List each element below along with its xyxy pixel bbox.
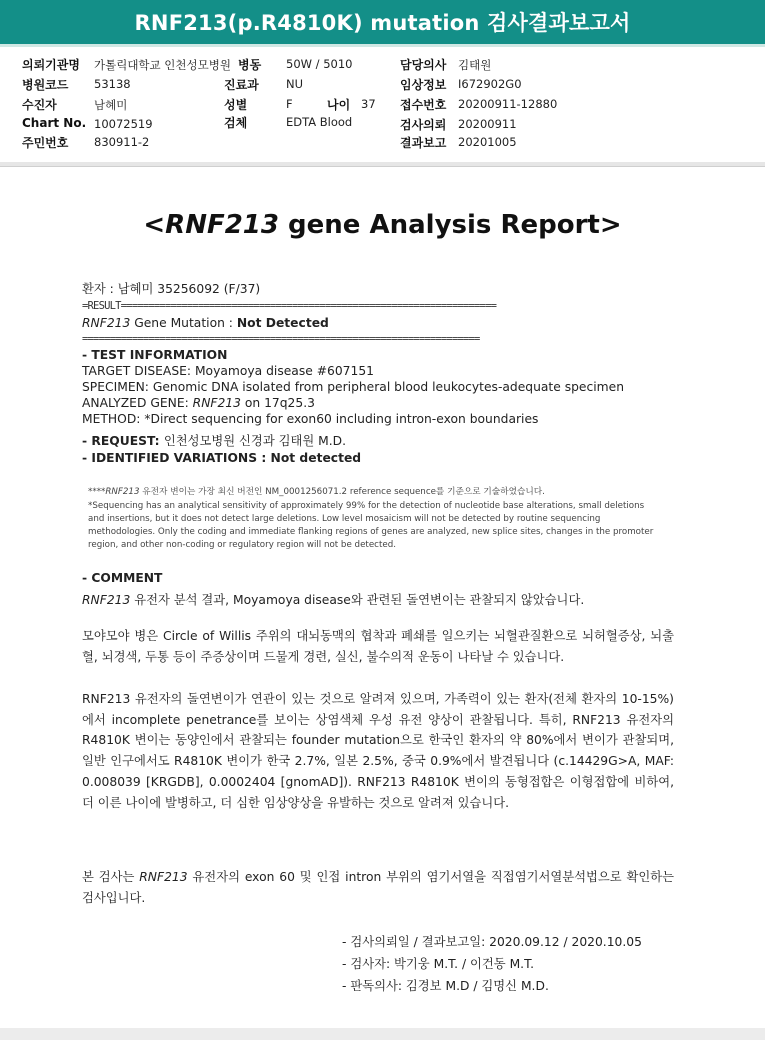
specimen-value: EDTA Blood bbox=[286, 115, 353, 129]
comment-header: - COMMENT bbox=[82, 571, 163, 585]
reference-note: ****RNF213 유전자 변이는 가장 최신 버전인 NM_0001256071.2 reference sequence를 기준으로 기술하였습니다. bbox=[88, 487, 545, 497]
specimen-label: 검체 bbox=[224, 116, 248, 130]
hospcode-label: 병원코드 bbox=[22, 78, 69, 92]
request-info: - REQUEST: 인천성모병원 신경과 김태원 M.D. bbox=[82, 434, 347, 448]
rrn-value: 830911-2 bbox=[94, 135, 150, 149]
age-label: 나이 bbox=[327, 98, 351, 112]
patient-info-panel bbox=[0, 52, 765, 162]
patient-value: 남혜미 bbox=[94, 98, 128, 112]
org-label: 의뢰기관명 bbox=[22, 58, 80, 72]
analyzed-gene: ANALYZED GENE: RNF213 on 17q25.3 bbox=[82, 396, 315, 410]
specimen-info: SPECIMEN: Genomic DNA isolated from peripheral blood leukocytes-adequate specimen bbox=[82, 380, 625, 394]
report-date-label: 결과보고 bbox=[400, 136, 447, 150]
result-separator: =RESULT==================================================================== bbox=[82, 300, 497, 312]
doctor-label: 담당의사 bbox=[400, 58, 447, 72]
sex-label: 성별 bbox=[224, 98, 248, 112]
comment-paragraph-3: 본 검사는 RNF213 유전자의 exon 60 및 인접 intron 부위의 염기서열을 직접염기서열분석법으로 확인하는 검사입니다. bbox=[82, 870, 674, 905]
chart-value: 10072519 bbox=[94, 117, 153, 131]
bottom-bar bbox=[0, 1028, 765, 1040]
accession-value: 20200911-12880 bbox=[458, 97, 558, 111]
header-bar bbox=[0, 0, 765, 47]
signature-technicians: - 검사자: 박기웅 M.T. / 이건동 M.T. bbox=[342, 957, 535, 971]
test-info-header: - TEST INFORMATION bbox=[82, 348, 228, 362]
clinical-label: 임상정보 bbox=[400, 78, 447, 92]
patient-line: 환자 : 남혜미 35256092 (F/37) bbox=[82, 282, 261, 296]
ward-label: 병동 bbox=[238, 58, 262, 72]
report-header-title: RNF213(p.R4810K) mutation 검사결과보고서 bbox=[134, 11, 631, 35]
doctor-value: 김태원 bbox=[458, 58, 492, 72]
hospcode-value: 53138 bbox=[94, 77, 131, 91]
org-value: 가톨릭대학교 인천성모병원 bbox=[94, 58, 231, 72]
method-info: METHOD: *Direct sequencing for exon60 including intron-exon boundaries bbox=[82, 412, 539, 426]
target-disease: TARGET DISEASE: Moyamoya disease #607151 bbox=[82, 364, 374, 378]
sensitivity-note: *Sequencing has an analytical sensitivity of approximately 99% for the detection of nucleotide base alterations, small deletions and insertions, but it does not detect large deletions. Low level mosaicism will not be detected by routine sequencing methodologies. Only the coding and immediate flanking regions of genes are analyzed, new splice sites, changes in the promoter region, and other non-coding or regulatory region will not be detected. bbox=[88, 501, 654, 550]
divider-line bbox=[0, 166, 765, 167]
signature-physicians: - 판독의사: 김경보 M.D / 김명신 M.D. bbox=[342, 979, 549, 993]
request-value: 20200911 bbox=[458, 117, 517, 131]
age-value: 37 bbox=[361, 97, 376, 111]
ward-value: 50W / 5010 bbox=[286, 57, 353, 71]
report-date-value: 20201005 bbox=[458, 135, 517, 149]
dept-value: NU bbox=[286, 77, 304, 91]
identified-variations: - IDENTIFIED VARIATIONS : Not detected bbox=[82, 451, 362, 465]
patient-label: 수진자 bbox=[22, 98, 57, 112]
signature-dates: - 검사의뢰일 / 결과보고일: 2020.09.12 / 2020.10.05 bbox=[342, 935, 642, 949]
dept-label: 진료과 bbox=[224, 78, 259, 92]
accession-label: 접수번호 bbox=[400, 98, 447, 112]
result-separator-bottom: ======================================================================== bbox=[82, 333, 480, 345]
request-label: 검사의뢰 bbox=[400, 118, 447, 132]
comment-paragraph-2: RNF213 유전자의 돌연변이가 연관이 있는 것으로 알려져 있으며, 가족력이 있는 환자(전체 환자의 10-15%)에서 incomplete penetrance를 보이는 상염색체 우성 유전 양상이 관찰됩니다. 특히, RNF213 유전자의 R4810K 변이는 동양인에서 관찰되는 founder mutation으로 한국인 환자의 약 80%에서 변이가 관찰되며, 일반 인구에서도 R4810K 변이가 한국 2.7%, 일본 2.5%, 중국 0.9%에서 발견됩니다 (c.14429G>A, MAF: 0.008039 [KRGDB], 0.0002404 [gnomAD]). RNF213 R4810K 변이의 동형접합은 이형접합에 비하여, 더 이른 나이에 발병하고, 더 심한 임상양상을 유발하는 것으로 알려져 있습니다. bbox=[82, 692, 674, 810]
clinical-value: I672902G0 bbox=[458, 77, 522, 91]
mutation-value: Not Detected bbox=[236, 316, 329, 330]
sex-value: F bbox=[286, 97, 293, 111]
chart-label: Chart No. bbox=[22, 116, 87, 130]
mutation-result: RNF213 Gene Mutation : Not Detected bbox=[82, 316, 329, 330]
rrn-label: 주민번호 bbox=[22, 136, 69, 150]
comment-line: RNF213 유전자 분석 결과, Moyamoya disease와 관련된 돌연변이는 관찰되지 않았습니다. bbox=[82, 593, 585, 607]
comment-paragraph-1: 모야모야 병은 Circle of Willis 주위의 대뇌동맥의 협착과 폐쇄를 일으키는 뇌혈관질환으로 뇌허혈증상, 뇌출혈, 뇌경색, 두통 등이 주증상이며 드물게 경련, 실신, 불수의적 운동이 나타날 수 있습니다. bbox=[82, 629, 674, 664]
report-title: <RNF213 gene Analysis Report> bbox=[143, 210, 622, 240]
